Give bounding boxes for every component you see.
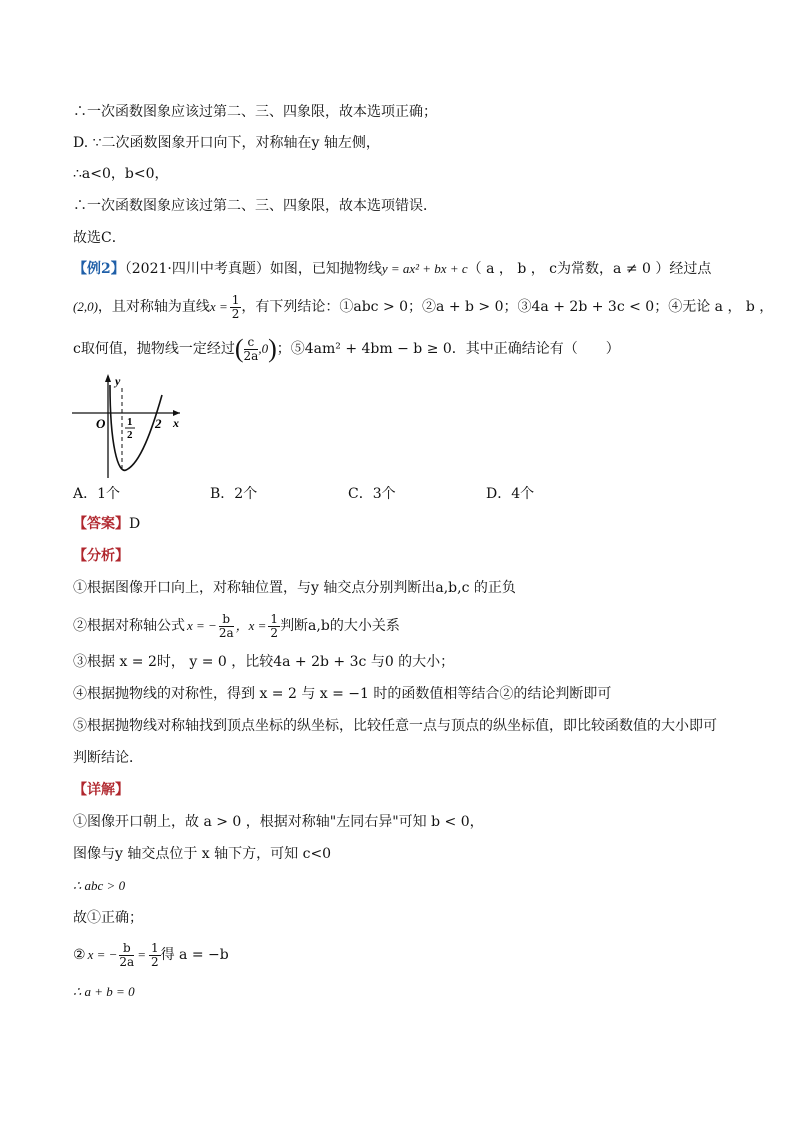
text-line: ∴一次函数图象应该过第二、三、四象限，故本选项错误． <box>73 198 437 214</box>
example-line-3: c取何值，抛物线一定经过 ( $\frac{c}{2a}$ ,0 ) ；⑤4am² + 4bm − b ≥ 0．其中正确结论有（ ） <box>73 334 620 363</box>
text-line: 故选C． <box>73 230 126 246</box>
detail-line: ∴ a + b = 0 <box>73 984 135 999</box>
option-c: C．3个 <box>348 486 396 502</box>
option-b: B．2个 <box>210 486 258 502</box>
analysis-line: ④根据抛物线的对称性，得到 x = 2 与 x = −1 时的函数值相等结合②的结论判断即可 <box>73 686 612 702</box>
y-axis-arrow <box>105 374 111 382</box>
analysis-line: 判断结论． <box>73 750 143 766</box>
analysis-line: ③根据 x = 2时， y = 0 ，比较4a + 2b + 3c 与0 的大小； <box>73 654 455 670</box>
detail-line: ② x = − $\frac{b}{2a}$ = $\frac{1}{2}$ 得 a = −b <box>73 940 229 969</box>
example-line-2: (2,0) ，且对称轴为直线 x = $\frac{1}{2}$ ，有下列结论：①abc > 0；②a + b > 0；③4a + 2b + 3c < 0；④无论 a ， b ， <box>73 292 774 321</box>
answer-line: 【答案】D <box>73 516 141 532</box>
half-denominator: 2 <box>127 429 133 441</box>
fraction: $\frac{b}{2a}$ <box>218 611 234 640</box>
text-line: D. ∵二次函数图象开口向下，对称轴在y 轴左侧， <box>73 135 380 151</box>
detail-line: ∴ abc > 0 <box>73 878 126 893</box>
detail-line: 图像与y 轴交点位于 x 轴下方，可知 c<0 <box>73 846 332 862</box>
y-label: y <box>115 374 121 388</box>
analysis-heading: 【分析】 <box>73 548 129 564</box>
example-tag: 【例2】 <box>73 261 125 277</box>
detail-line: ①图像开口朝上，故 a > 0 ，根据对称轴"左同右异"可知 b < 0， <box>73 814 484 830</box>
two-label: 2 <box>155 416 162 431</box>
fraction: $\frac{1}{2}$ <box>150 940 159 969</box>
example-line-1: 【例2】（2021·四川中考真题）如图，已知抛物线y = ax² + bx + c（ a ， b ， c为常数，a ≠ 0 ）经过点 <box>73 261 712 277</box>
analysis-line: ①根据图像开口向上，对称轴位置，与y 轴交点分别判断出a,b,c 的正负 <box>73 580 516 596</box>
fraction: $\frac{c}{2a}$ <box>243 334 259 363</box>
analysis-line: ⑤根据抛物线对称轴找到顶点坐标的纵坐标，比较任意一点与顶点的纵坐标值，即比较函数值的大小即可 <box>73 718 717 734</box>
option-d: D．4个 <box>486 486 535 502</box>
fraction: $\frac{1}{2}$ <box>231 292 240 321</box>
text-line: ∴一次函数图象应该过第二、三、四象限，故本选项正确； <box>73 104 437 120</box>
fraction: $\frac{b}{2a}$ <box>119 940 135 969</box>
half-numerator: 1 <box>127 416 133 428</box>
text-line: ∴a<0，b<0， <box>73 166 169 182</box>
parabola-graph <box>70 370 190 480</box>
detail-line: 故①正确； <box>73 910 143 926</box>
origin-label: O <box>96 416 106 431</box>
analysis-line: ②根据对称轴公式 x = − $\frac{b}{2a}$ ，x = $\frac{1}{2}$ 判断a,b的大小关系 <box>73 611 400 640</box>
detail-heading: 【详解】 <box>73 782 129 798</box>
x-label: x <box>173 416 179 430</box>
option-a: A．1个 <box>73 486 121 502</box>
fraction: $\frac{1}{2}$ <box>270 611 279 640</box>
